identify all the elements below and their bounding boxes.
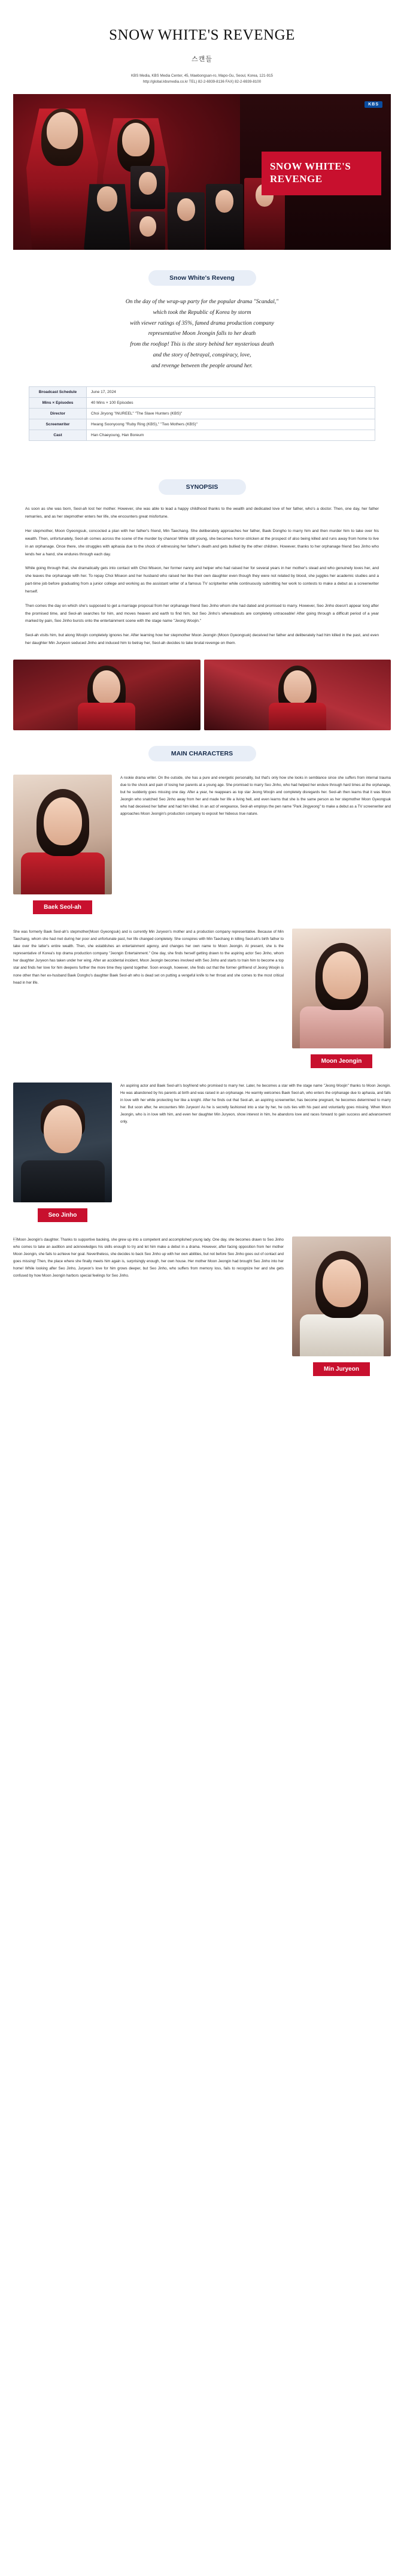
character-name-wrap-min-juryeon [292,1362,391,1376]
synopsis-heading: SYNOPSIS [159,479,246,495]
character-block-min-juryeon [13,1236,391,1356]
document-page [0,10,404,1400]
page-title: SNOW WHITE'S REVENGE [109,26,295,43]
info-key: Broadcast Schedule [29,387,87,398]
logline-line: representative Moon Jeongin falls to her death [148,330,256,337]
address-line-1: KBS Media, KBS Media Center, 45, Maebongsan-ro, Mapo-Gu, Seoul, Korea, 121-915 [131,73,273,78]
face-shape [47,112,78,149]
logline-heading: Snow White's Reveng [148,270,256,286]
face-shape [177,198,195,221]
info-value: Choi Jiryong "INUREEL" "The Slave Hunters (KBS)" [87,409,375,419]
character-block-seo-jinho [13,1083,391,1202]
character-name-min-juryeon: Min Juryeon [313,1362,370,1376]
kbs-logo: KBS [364,101,382,108]
poster-figure-supporting-4 [206,184,243,250]
face-shape [323,951,361,999]
synopsis-paragraph: Seol-ah visits him, but along Woojin completely ignores her. After learning how her stepmother Moon Jeongin (Moon Gyeongsuk) deceived her father and deliberately had him killed in the past, and even her daughter Min Juryeon seduced Jinho and induced him to betray her, Seol-ah decides to take brutal revenge on them. [25,633,379,646]
character-name-seo-jinho: Seo Jinho [38,1208,88,1222]
face-shape [323,1259,361,1307]
program-info-table [29,386,375,441]
character-description: A rookie drama writer. On the outside, she has a pure and energetic personality, but that's only how she looks in semblance since she suffers from internal trauma due to the shock and pain of losing her parents at a young age. She promised to marry Seo Jinho, who had helped her endure through hard times at the orphanage, but he suddenly goes missing one day. After a year, he reappears as top star Jeong Woojin and completely disregards her. Seol-ah then learns that it was Moon Jeongin who snatched Seo Jinho away from her and made her life a living hell, and even learns that she is the same person as her stepmother Moon Gyeongsuk who had deceived her father and had him killed. In an act of vengeance, Seol-ah employs the pen name "Park Jingyeong" to make a debut as a TV screenwriter and approaches Moon Jeongin's production company to exposit her hideous true nature. [120,775,391,817]
face-shape [97,186,117,211]
logline-line: with viewer ratings of 35%, famed drama production company [130,319,274,326]
face-shape [139,216,156,237]
address-line-2: http://global.kbsmedia.co.kr TEL) 82-2-6939-8136 FAX) 82-2-6939-8100 [142,80,262,84]
logline-line: which took the Republic of Korea by storm [153,309,251,316]
face-shape [44,797,82,845]
info-value: June 17, 2024 [87,387,375,398]
character-text-seo-jinho [120,1083,391,1126]
face-shape [122,123,150,156]
info-key: Mins × Episodes [29,398,87,409]
body-shape [21,1160,105,1202]
table-row [29,409,375,419]
poster-figure-supporting-3 [168,192,205,250]
poster-figure-supporting-2 [130,211,165,250]
character-name-wrap-moon-jeongin [292,1054,391,1068]
still-image-left [13,660,201,730]
poster-image [13,94,391,250]
table-row [29,430,375,441]
logline-text [36,297,368,371]
body-shape [21,852,105,894]
logline-line: and revenge between the people around her. [151,362,253,369]
info-key: Cast [29,430,87,441]
character-name-moon-jeongin: Moon Jeongin [311,1054,373,1068]
poster-figure-man-suit [84,184,130,250]
character-photo-baek-seol-ah [13,775,112,894]
info-value: Hwang Soonyoong "Ruby Ring (KBS)," "Two Mothers (KBS)" [87,419,375,430]
info-value: Han Chaeyoung, Han Boreum [87,430,375,441]
info-value: 40 Mins × 100 Episodes [87,398,375,409]
character-description: Moon Jeongin's daughter. Thanks to supportive backing, she grew up into a competent and accomplished young lady. One day, she becomes drawn to Seo Jinho who comes to take an audition and acknowledges his skills enough to try and let him make a debut in a drama. However, after facing opposition from her mother Moon Jeongin, she fails to achieve her goal. Nevertheless, she decides to back Seo Jinho up with her own abilities, but not before Seo Jinho goes out of contact and goes missing! Then, the place where she finally meets him again is, surprisingly enough, her own house. Her mother Moon Jeongin had brought Seo Jinho into her home! While looking after Seo Jinho, Juryeon's love for him grows deeper, but Seo Jinho, who suffers from memory loss, fails to recognize her and she gets confused by how Moon Jeongin harbors special feelings for Seo Jinho. [13,1237,284,1278]
poster-title-box [262,152,381,195]
poster-title-line-2: REVENGE [270,173,323,185]
character-text-moon-jeongin [13,929,284,987]
face-shape [44,1105,82,1153]
table-row [29,387,375,398]
body-shape [78,703,135,730]
table-row [29,398,375,409]
page-subtitle-korean: 스캔들 [192,55,212,63]
still-images [13,660,391,730]
synopsis-paragraph: Then comes the day on which she's supposed to get a marriage proposal from her orphanage friend Seo Jinho whom she had dated and promised to marry. However, Seo Jinho doesn't appear long after the promised time, and Seol-ah searches for him, and moves heaven and earth to find him, but Seo Jinho's whereabouts are completely untraceable! After going through a difficult period of a year marked by pain, Seo Jinho bursts onto the entertainment scene with the stage name "Jeong Woojin." [25,603,379,624]
synopsis-paragraph: Her stepmother, Moon Gyeongsuk, concocted a plan with her father's friend, Min Taechang. She deliberately approaches her father, Baek Dongho to marry him and then murder him to take over his wealth. Then, unfortunately, Seol-ah comes across the scene of the murder by chance! While still young, she becomes horror-stricken at the prospect of also being killed and runs away from home to live in an orphanage. Once there, she struggles with aphasia due to the shock of witnessing her father's death and gets bullied by the other children. However, thanks to her orphanage friend Seo Jinho who lends her a hand, she endures through each day. [25,529,379,557]
character-description: An aspiring actor and Baek Seol-ah's boyfriend who promised to marry her. Later, he becomes a star with the stage name "Jeong Woojin" thanks to Moon Jeongin. He was abandoned by his parents at birth and was raised in an orphanage. He warmly welcomes Baek Seol-ah, who enters the orphanage due to aphasia, and falls in love with her while protecting her like a knight. After he finds out that Seol-ah, an aspiring screenwriter, has become pregnant, he becomes determined to marry her. But soon after, he encounters Min Juryeon! As he is secretly fashioned into a star by her, he cuts ties with his past and voluntarily goes missing. When Moon Jeongin, who is in love with him, and even her daughter Min Juryeon, show interest in him, he abandons love and races forward to gain success and advancement only. [120,1083,391,1124]
company-address [0,73,404,86]
character-name-baek-seol-ah: Baek Seol-ah [33,900,92,914]
face-shape [93,670,120,704]
face-shape [139,172,157,195]
info-key: Screenwriter [29,419,87,430]
character-photo-min-juryeon [292,1236,391,1356]
main-characters-heading: MAIN CHARACTERS [148,746,256,761]
poster-figure-supporting-1 [130,166,165,209]
synopsis-paragraph: While going through that, she dramatically gets into contact with Choi Miseon, her former nanny and helper who had raised her for several years in her mother's stead and who genuinely loves her, and she leaves the orphanage with her. To repay Choi Miseon and her husband who raised her like their own daughter even though they were not related by blood, she juggles her academic studies and a part-time job before graduating from a junior college and working as the assistant writer of a famous TV scriptwriter while continuously submitting her work to contests to make a debut as a screenwriter herself. [25,566,379,594]
face-shape [284,670,311,704]
character-name-wrap-seo-jinho [13,1208,112,1222]
character-text-min-juryeon [13,1236,284,1280]
body-shape [300,1006,384,1048]
character-photo-moon-jeongin [292,929,391,1048]
face-shape [215,190,233,213]
character-description: She was formerly Baek Seol-ah's stepmother(Moon Gyeongsuk) and is currently Min Juryeon's mother and a production company representative. Because of Min Taechang, whom she had met during her poor and unfortunate past, her life changed completely. She conspires with Min Taechang in killing Seol-ah's birth father to take over the latter's entire wealth. Then, she establishes an entertainment agency, and changes her own name to Moon Jeongin. At present, she is the representative of Korea's top drama production company "Jeongin Entertainment." One day, she finds herself getting drawn to the aspiring actor Seo Jinho, whom her daughter Juryeon has taken under her wing. After an accidental incident, Moon Jeongin becomes involved with Seo Jinho and starts to train him to become a top star and finds her love for him deepens further the more time they spend together. Soon enough, however, she finds out that the former girlfriend of Jeong Woojin is none other than her ex-husband Baek Dongho's daughter Baek Seol-ah who is dead set on putting a vengeful knife to her throat and she comes to the most critical head in her life. [13,929,284,985]
character-text-baek-seol-ah [120,775,391,818]
logline-line: and the story of betrayal, conspiracy, love, [153,351,251,358]
logline-line: On the day of the wrap-up party for the popular drama "Scandal," [125,298,279,306]
character-block-moon-jeongin [13,929,391,1048]
character-block-baek-seol-ah [13,775,391,894]
poster-title-line-1: SNOW WHITE'S [270,161,351,173]
still-image-right [204,660,391,730]
info-key: Director [29,409,87,419]
character-photo-seo-jinho [13,1083,112,1202]
synopsis-paragraph: As soon as she was born, Seol-ah lost her mother. However, she was able to lead a happy childhood thanks to the wealth and dedicated love of her father, who's a doctor. Then, one day, her father remarries, and as her stepmother enters her life, she encounters great misfortune. [25,507,379,519]
body-shape [300,1314,384,1356]
synopsis-body [25,506,379,648]
character-name-wrap-baek-seol-ah [13,900,112,914]
body-shape [269,703,326,730]
logline-line: from the rooftop! This is the story behind her mysterious death [130,341,274,348]
table-row [29,419,375,430]
